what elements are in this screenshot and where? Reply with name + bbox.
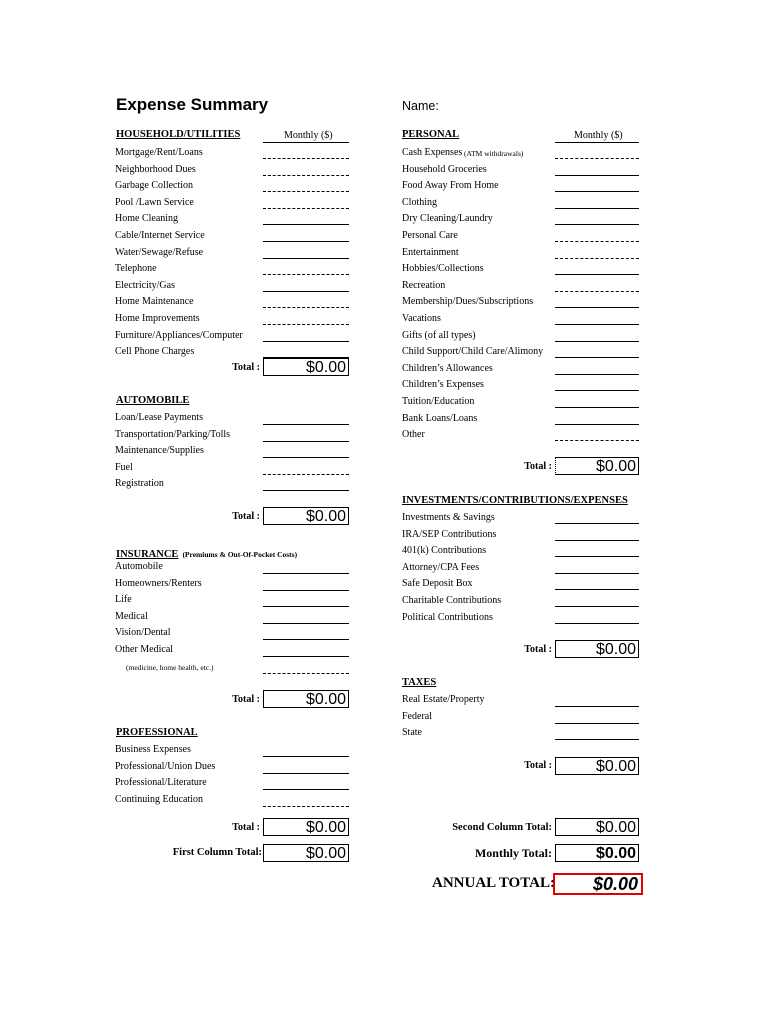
personal-amount-field[interactable] xyxy=(555,274,639,275)
annual-total-value[interactable]: $0.00 xyxy=(553,873,643,895)
professional-amount-field[interactable] xyxy=(263,773,349,774)
household-item: Mortgage/Rent/Loans xyxy=(115,147,203,158)
automobile-heading: AUTOMOBILE xyxy=(116,395,190,406)
professional-item: Continuing Education xyxy=(115,793,204,805)
insurance-amount-field[interactable] xyxy=(263,656,349,657)
investments-amount-field[interactable] xyxy=(555,589,639,590)
personal-amount-field[interactable] xyxy=(555,208,639,209)
household-amount-field[interactable] xyxy=(263,191,349,192)
household-item: Telephone xyxy=(115,263,157,275)
household-amount-field[interactable] xyxy=(263,324,349,325)
personal-amount-field[interactable] xyxy=(555,258,639,259)
personal-item: Personal Care xyxy=(402,230,458,241)
personal-amount-field[interactable] xyxy=(555,440,639,441)
investments-item: Attorney/CPA Fees xyxy=(402,561,480,573)
household-item: Cable/Internet Service xyxy=(115,230,205,241)
investments-amount-field[interactable] xyxy=(555,540,639,541)
investments-amount-field[interactable] xyxy=(555,523,639,524)
household-item: Pool /Lawn Service xyxy=(115,196,194,208)
personal-amount-field[interactable] xyxy=(555,175,639,176)
insurance-item: Automobile xyxy=(115,561,163,572)
professional-amount-field[interactable] xyxy=(263,756,349,757)
insurance-item: Medical xyxy=(115,610,148,622)
household-amount-field[interactable] xyxy=(263,307,349,308)
automobile-item: Transportation/Parking/Tolls xyxy=(115,428,231,440)
household-amount-field[interactable] xyxy=(263,158,349,159)
automobile-amount-field[interactable] xyxy=(263,457,349,458)
personal-item: Tuition/Education xyxy=(402,396,475,407)
personal-total-value[interactable]: $0.00 xyxy=(555,457,639,475)
household-amount-field[interactable] xyxy=(263,241,349,242)
professional-amount-field[interactable] xyxy=(263,806,349,807)
investments-item: IRA/SEP Contributions xyxy=(402,528,497,540)
investments-total-value[interactable]: $0.00 xyxy=(555,640,639,658)
personal-amount-field[interactable] xyxy=(555,241,639,242)
taxes-amount-field[interactable] xyxy=(555,706,639,707)
taxes-total-value[interactable]: $0.00 xyxy=(555,757,639,775)
professional-amount-field[interactable] xyxy=(263,789,349,790)
household-item: Cell Phone Charges xyxy=(115,346,195,358)
personal-item: Entertainment xyxy=(402,246,459,258)
investments-item: Charitable Contributions xyxy=(402,595,502,606)
automobile-amount-field[interactable] xyxy=(263,474,349,475)
personal-item: Other xyxy=(402,429,425,441)
personal-amount-field[interactable] xyxy=(555,374,639,375)
personal-item: Clothing xyxy=(402,196,438,208)
personal-item: Hobbies/Collections xyxy=(402,263,484,275)
automobile-item: Fuel xyxy=(115,461,133,473)
household-item: Home Cleaning xyxy=(115,213,179,225)
personal-amount-field[interactable] xyxy=(555,341,639,342)
insurance-amount-field[interactable] xyxy=(263,639,349,640)
household-item: Home Improvements xyxy=(115,313,200,324)
automobile-total-value[interactable]: $0.00 xyxy=(263,507,349,525)
personal-monthly-rule xyxy=(555,142,639,143)
household-amount-field[interactable] xyxy=(263,274,349,275)
personal-item: Dry Cleaning/Laundry xyxy=(402,213,493,225)
insurance-item: Life xyxy=(115,594,132,606)
household-item: Furniture/Appliances/Computer xyxy=(115,329,243,341)
insurance-amount-field[interactable] xyxy=(263,606,349,607)
automobile-amount-field[interactable] xyxy=(263,441,349,442)
personal-amount-field[interactable] xyxy=(555,307,639,308)
personal-item: Gifts (of all types) xyxy=(402,329,476,341)
annual-total-label: ANNUAL TOTAL: xyxy=(432,875,555,891)
personal-amount-field[interactable] xyxy=(555,390,639,391)
household-monthly-label: Monthly ($) xyxy=(284,130,333,141)
personal-item: Food Away From Home xyxy=(402,180,499,192)
taxes-amount-field[interactable] xyxy=(555,723,639,724)
second-column-total-value[interactable]: $0.00 xyxy=(555,818,639,836)
household-amount-field[interactable] xyxy=(263,341,349,342)
household-heading: HOUSEHOLD/UTILITIES xyxy=(116,129,241,140)
personal-item: Membership/Dues/Subscriptions xyxy=(402,296,534,308)
automobile-amount-field[interactable] xyxy=(263,490,349,491)
investments-amount-field[interactable] xyxy=(555,573,639,574)
professional-total-label: Total : xyxy=(232,822,260,833)
taxes-item: Federal xyxy=(402,710,432,722)
insurance-heading: INSURANCE xyxy=(116,549,179,560)
personal-item: Household Groceries xyxy=(402,163,487,175)
name-label: Name: xyxy=(402,99,439,113)
personal-monthly-label: Monthly ($) xyxy=(574,130,623,141)
insurance-amount-field[interactable] xyxy=(263,590,349,591)
monthly-header-rule xyxy=(263,142,349,143)
first-column-total-value[interactable]: $0.00 xyxy=(263,844,349,862)
personal-total-label: Total : xyxy=(524,461,552,472)
taxes-item: Real Estate/Property xyxy=(402,694,485,705)
personal-item: Recreation xyxy=(402,279,446,291)
personal-amount-field[interactable] xyxy=(555,158,639,159)
insurance-amount-field[interactable] xyxy=(263,623,349,624)
household-amount-field[interactable] xyxy=(263,291,349,292)
automobile-item: Loan/Lease Payments xyxy=(115,412,204,423)
investments-amount-field[interactable] xyxy=(555,606,639,607)
household-amount-field[interactable] xyxy=(263,258,349,259)
personal-amount-field[interactable] xyxy=(555,424,639,425)
professional-total-value[interactable]: $0.00 xyxy=(263,818,349,836)
professional-item: Professional/Literature xyxy=(115,777,207,789)
investments-item: Investments & Savings xyxy=(402,512,495,523)
taxes-heading: TAXES xyxy=(402,677,437,688)
investments-item: Political Contributions xyxy=(402,611,493,623)
household-amount-field[interactable] xyxy=(263,208,349,209)
professional-item: Business Expenses xyxy=(115,744,191,755)
automobile-amount-field[interactable] xyxy=(263,424,349,425)
household-item: Home Maintenance xyxy=(115,296,194,308)
insurance-item: Homeowners/Renters xyxy=(115,577,202,589)
personal-amount-field[interactable] xyxy=(555,357,639,358)
automobile-total-label: Total : xyxy=(232,511,260,522)
investments-amount-field[interactable] xyxy=(555,556,639,557)
taxes-amount-field[interactable] xyxy=(555,739,639,740)
investments-total-label: Total : xyxy=(524,644,552,655)
household-total-value[interactable]: $0.00 xyxy=(263,358,349,376)
personal-amount-field[interactable] xyxy=(555,224,639,225)
investments-item: Safe Deposit Box xyxy=(402,578,473,590)
monthly-total-value[interactable]: $0.00 xyxy=(555,844,639,862)
insurance-heading-note: (Premiums & Out-Of-Pocket Costs) xyxy=(182,550,298,559)
household-amount-field[interactable] xyxy=(263,224,349,225)
household-item: Water/Sewage/Refuse xyxy=(115,246,204,258)
personal-amount-field[interactable] xyxy=(555,407,639,408)
insurance-item: Vision/Dental xyxy=(115,627,171,639)
professional-heading: PROFESSIONAL xyxy=(116,727,198,738)
personal-item: Child Support/Child Care/Alimony xyxy=(402,346,544,358)
household-item: Electricity/Gas xyxy=(115,279,175,291)
insurance-item: Other Medical xyxy=(115,644,174,655)
investments-item: 401(k) Contributions xyxy=(402,545,487,557)
page-title: Expense Summary xyxy=(116,95,269,114)
investments-heading: INVESTMENTS/CONTRIBUTIONS/EXPENSES xyxy=(402,495,628,506)
investments-amount-field[interactable] xyxy=(555,623,639,624)
insurance-note: (medicine, home health, etc.) xyxy=(126,663,214,672)
automobile-item: Maintenance/Supplies xyxy=(115,445,204,457)
insurance-amount-field[interactable] xyxy=(263,673,349,674)
insurance-total-label: Total : xyxy=(232,694,260,705)
personal-amount-field[interactable] xyxy=(555,191,639,192)
cash-note: (ATM withdrawals) xyxy=(464,149,524,158)
insurance-amount-field[interactable] xyxy=(263,573,349,574)
personal-item: Children’s Allowances xyxy=(402,362,493,374)
taxes-total-label: Total : xyxy=(524,760,552,771)
personal-amount-field[interactable] xyxy=(555,324,639,325)
insurance-heading-row xyxy=(116,544,297,562)
personal-item: Children’s Expenses xyxy=(402,379,484,391)
household-item: Neighborhood Dues xyxy=(115,163,196,175)
household-amount-field[interactable] xyxy=(263,175,349,176)
household-total-label: Total : xyxy=(232,362,260,373)
personal-item: Vacations xyxy=(402,313,441,324)
household-item: Garbage Collection xyxy=(115,180,194,192)
taxes-item: State xyxy=(402,727,422,739)
second-column-total-label: Second Column Total: xyxy=(452,822,552,833)
monthly-total-label: Monthly Total: xyxy=(474,846,552,860)
personal-heading: PERSONAL xyxy=(402,129,460,140)
first-column-total-label: First Column Total: xyxy=(172,847,262,858)
personal-item: Cash Expenses xyxy=(402,147,463,158)
automobile-item: Registration xyxy=(115,478,164,490)
personal-item: Bank Loans/Loans xyxy=(402,412,478,424)
professional-item: Professional/Union Dues xyxy=(115,760,216,772)
insurance-total-value[interactable]: $0.00 xyxy=(263,690,349,708)
personal-amount-field[interactable] xyxy=(555,291,639,292)
